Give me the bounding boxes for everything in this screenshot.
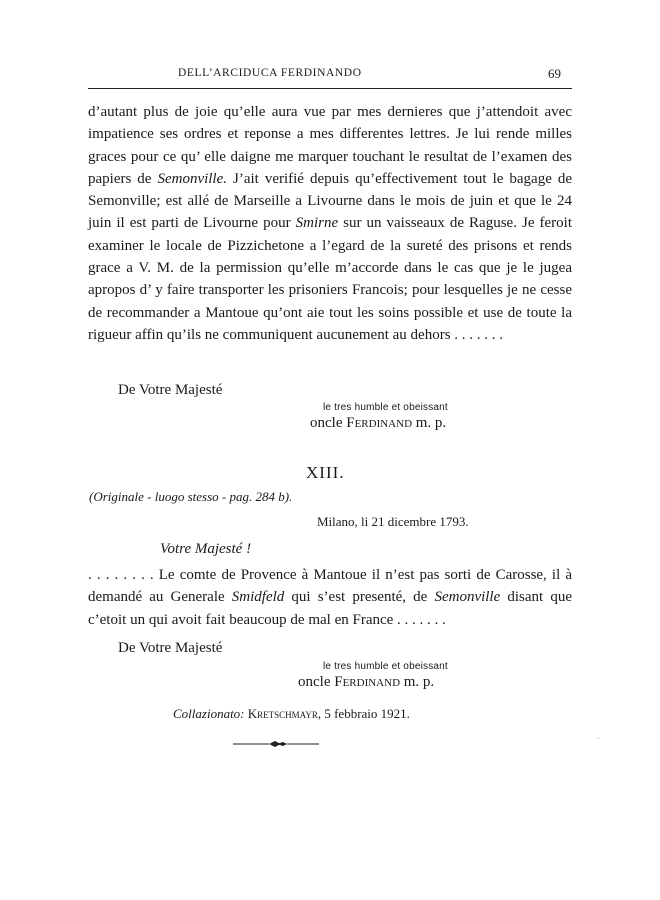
letter-2-body	[88, 564, 572, 631]
italic-name: Smidfeld	[231, 589, 285, 606]
letter-1-paragraph	[88, 101, 572, 346]
end-ornament	[233, 739, 319, 749]
letter-1-closing: De Votre Majesté	[118, 382, 223, 398]
letter-1-signature-suffix: m. p.	[412, 415, 447, 431]
letter-2-paragraph	[88, 564, 572, 631]
letter-2-signature-name: Ferdinand	[334, 674, 401, 690]
running-title: DELL’ARCIDUCA FERDINANDO	[178, 67, 362, 79]
letter-2-salutation: Votre Majesté !	[160, 541, 252, 557]
letter-1-body	[88, 101, 572, 346]
letter-1-signature-prefix: oncle	[310, 415, 347, 431]
letter-2-signature-prefix: oncle	[298, 674, 335, 690]
letter-1-signature	[310, 415, 446, 432]
letter-1-paragraph-text: d’autant plus de joie qu’elle aura vue par mes dernieres que j’attendoit avec impatience ses ordres et reponse a mes differentes lettres. Je lui rende milles graces pour ce qu’ elle daigne me marquer touchant le resultat de l’examen des papiers de Semonville. J’ait verifié depuis qu’effectivement tout le bagage de Semonville; est allé de Marseille a Livourne dans le mois de juin et que le 24 juin il est parti de Livourne pour Smirne sur un vaisseaux de Raguse. Je feroit examiner le locale de Pizzichetone a l’egard de la sureté des prisons et rends grace a V. M. de la permission qu’elle m’accorde dans le cas que je le jugea apropos d’ y faire transporter les prisoniers Francois; pour lesquelles je ne cesse de recommander a Mantoue qu’ont aie tout les soins possible et use de toute la rigueur affin qu’ils ne communiquent aucunement au dehors . . . . . . .	[88, 104, 572, 343]
letter-2-signature-suffix: m. p.	[400, 674, 435, 690]
italic-name: Semonville.	[157, 170, 228, 187]
collation-note	[173, 706, 410, 722]
page-number: 69	[548, 66, 561, 81]
header-rule	[88, 88, 572, 89]
document-number: XIII.	[306, 463, 345, 482]
letter-1-signature-formula: le tres humble et obeissant	[323, 402, 448, 413]
collation-date: , 5 febbraio 1921.	[317, 706, 410, 721]
collation-name: Kretschmayr	[247, 706, 318, 721]
letter-2-closing: De Votre Majesté	[118, 640, 223, 656]
italic-name: Semonville	[434, 589, 501, 606]
letter-2-signature	[298, 674, 434, 691]
letter-1-signature-name: Ferdinand	[346, 415, 413, 431]
margin-speck: ·	[597, 734, 600, 743]
letter-2-date: Milano, li 21 dicembre 1793.	[317, 514, 469, 529]
collation-label: Collazionato:	[173, 706, 245, 721]
italic-name: Smirne	[295, 215, 339, 232]
letter-2-signature-formula: le tres humble et obeissant	[323, 661, 448, 672]
letter-2-paragraph-text: . . . . . . . . Le comte de Provence à Mantoue il n’est pas sorti de Carosse, il à demandé au Generale Smidfeld qui s’est presenté, de Semonville disant que c’etoit un qui avoit fait beaucoup de mal en France . . . . . . .	[88, 567, 572, 628]
source-note: (Originale - luogo stesso - pag. 284 b).	[89, 489, 293, 504]
